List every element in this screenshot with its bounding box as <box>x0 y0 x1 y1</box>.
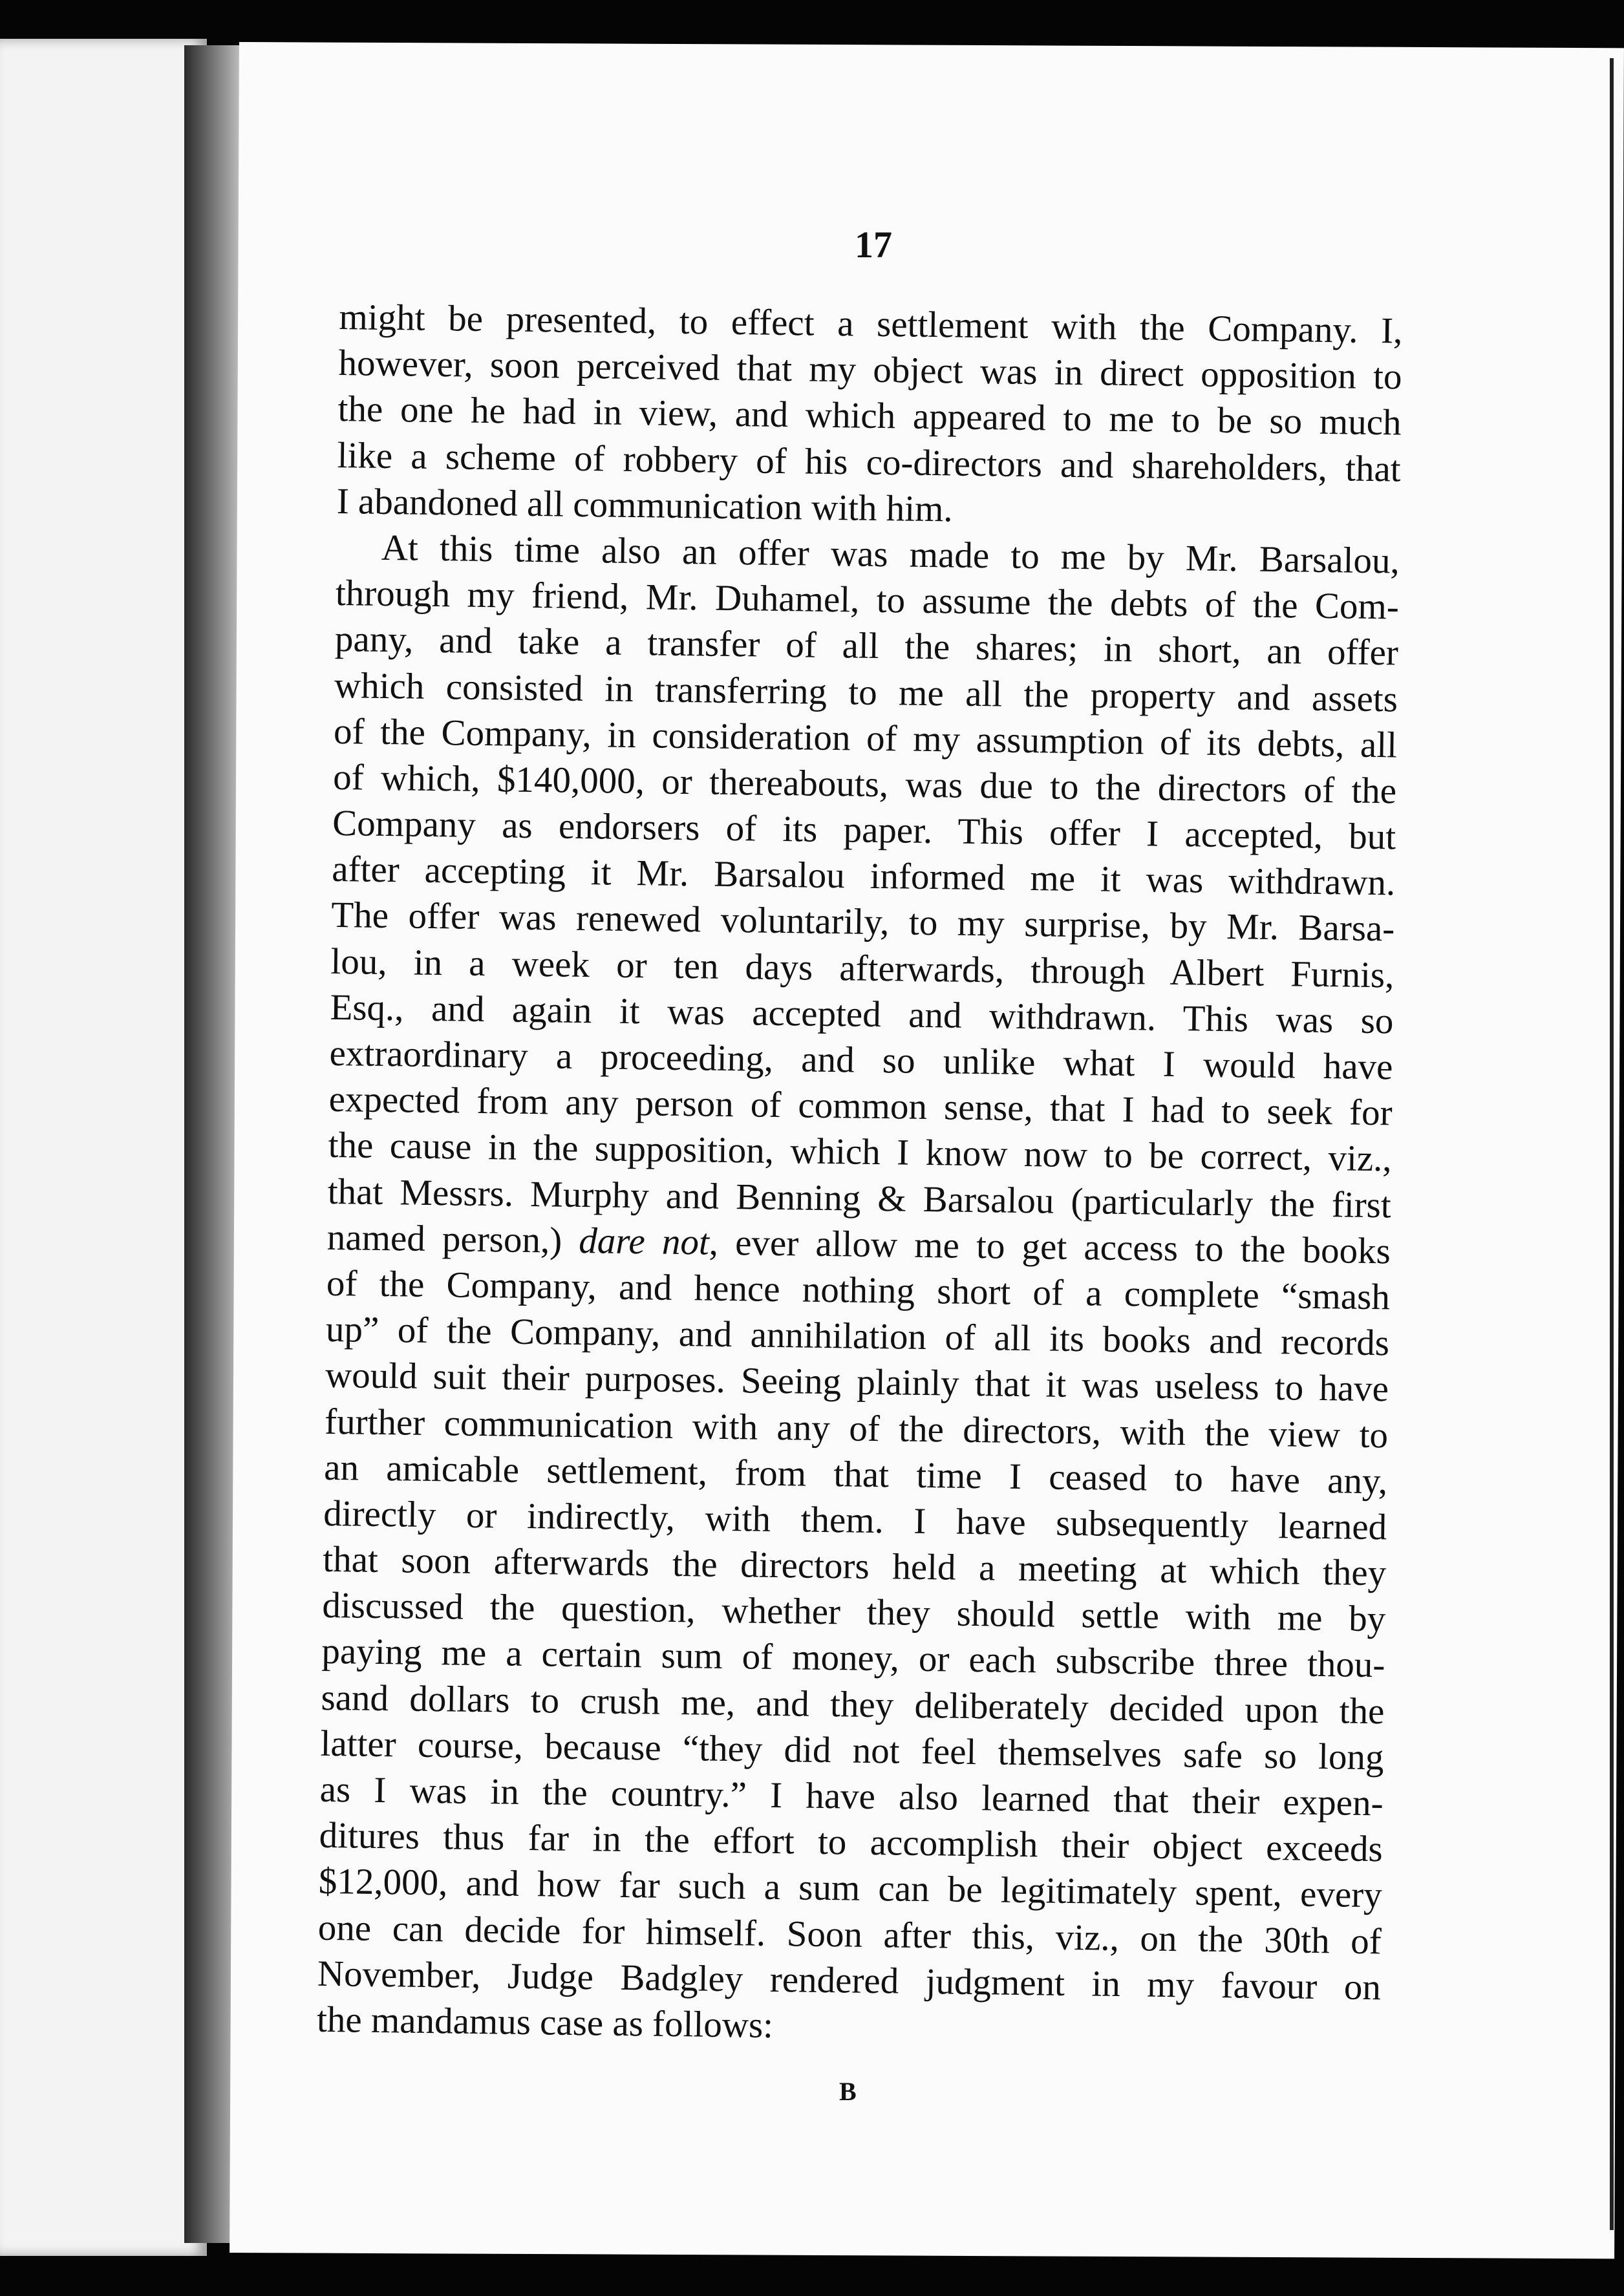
signature-mark: B <box>839 2077 857 2106</box>
body-line: lou, in a week or ten days afterwards, through Albert Furnis, <box>330 941 1394 996</box>
body-line: of which, $140,000, or thereabouts, was due to the directors of the <box>332 756 1397 812</box>
body-line: of the Company, and hence nothing short of a complete “smash <box>326 1262 1391 1318</box>
body-line: named person,) dare not, ever allow me to get access to the books <box>326 1217 1391 1272</box>
body-line: might be presented, to effect a settlement with the Company. I, <box>339 296 1403 352</box>
body-line: directly or indirectly, with them. I have subsequently learned <box>323 1493 1387 1548</box>
body-line: through my friend, Mr. Duhamel, to assume the debts of the Com- <box>335 573 1400 628</box>
body-line: one can decide for himself. Soon after this, viz., on the 30th of <box>317 1907 1382 1962</box>
body-line: an amicable settlement, from that time I ceased to have any, <box>323 1447 1388 1502</box>
page-number: 17 <box>855 224 892 266</box>
body-line: further communication with any of the directors, with the view to <box>324 1401 1389 1456</box>
body-line: Esq., and again it was accepted and withdrawn. This was so <box>330 986 1394 1042</box>
body-line: discussed the question, whether they should settle with me by <box>322 1585 1386 1640</box>
body-line: that Messrs. Murphy and Benning & Barsalou (particularly the first <box>327 1171 1392 1226</box>
body-line: sand dollars to crush me, and they deliberately decided upon the <box>321 1677 1385 1732</box>
body-line: up” of the Company, and annihilation of all its books and records <box>325 1308 1390 1364</box>
body-line: Company as endorsers of its paper. This offer I accepted, but <box>332 802 1396 858</box>
body-line: paying me a certain sum of money, or each subscribe three thou- <box>321 1631 1385 1686</box>
body-line: that soon afterwards the directors held a meeting at which they <box>322 1538 1387 1594</box>
body-line: as I was in the country.” I have also learned that their expen- <box>319 1769 1384 1824</box>
body-line: At this time also an offer was made to me by Mr. Barsalou, <box>381 527 1400 582</box>
body-line: $12,000, and how far such a sum can be legitimately spent, every <box>318 1861 1383 1916</box>
body-line: extraordinary a proceeding, and so unlike what I would have <box>329 1032 1393 1088</box>
body-line: the one he had in view, and which appeared to me to be so much <box>337 388 1402 443</box>
body-line: latter course, because “they did not feel themselves safe so long <box>320 1723 1384 1778</box>
body-line: which consisted in transferring to me all the property and assets <box>334 664 1398 719</box>
body-line: however, soon perceived that my object was in direct opposition to <box>338 343 1402 398</box>
body-text <box>317 294 1403 2056</box>
body-line: ditures thus far in the effort to accomplish their object exceeds <box>319 1814 1384 1870</box>
body-line: after accepting it Mr. Barsalou informed me it was withdrawn. <box>331 849 1396 904</box>
body-line: pany, and take a transfer of all the shares; in short, an offer <box>334 619 1399 674</box>
body-line: I abandoned all communication with him. <box>336 480 954 530</box>
body-line: the mandamus case as follows: <box>316 1999 774 2046</box>
body-line: expected from any person of common sense, that I had to seek for <box>328 1079 1393 1134</box>
body-line: of the Company, in consideration of my assumption of its debts, all <box>333 710 1398 766</box>
body-line: like a scheme of robbery of his co-directors and shareholders, that <box>337 434 1402 490</box>
body-line: would suit their purposes. Seeing plainly that it was useless to have <box>325 1355 1389 1410</box>
body-line: The offer was renewed voluntarily, to my surprise, by Mr. Barsa- <box>331 895 1395 950</box>
body-line: the cause in the supposition, which I know now to be correct, viz., <box>328 1125 1393 1180</box>
left-page <box>0 39 207 2256</box>
body-line: November, Judge Badgley rendered judgment in my favour on <box>317 1953 1382 2008</box>
